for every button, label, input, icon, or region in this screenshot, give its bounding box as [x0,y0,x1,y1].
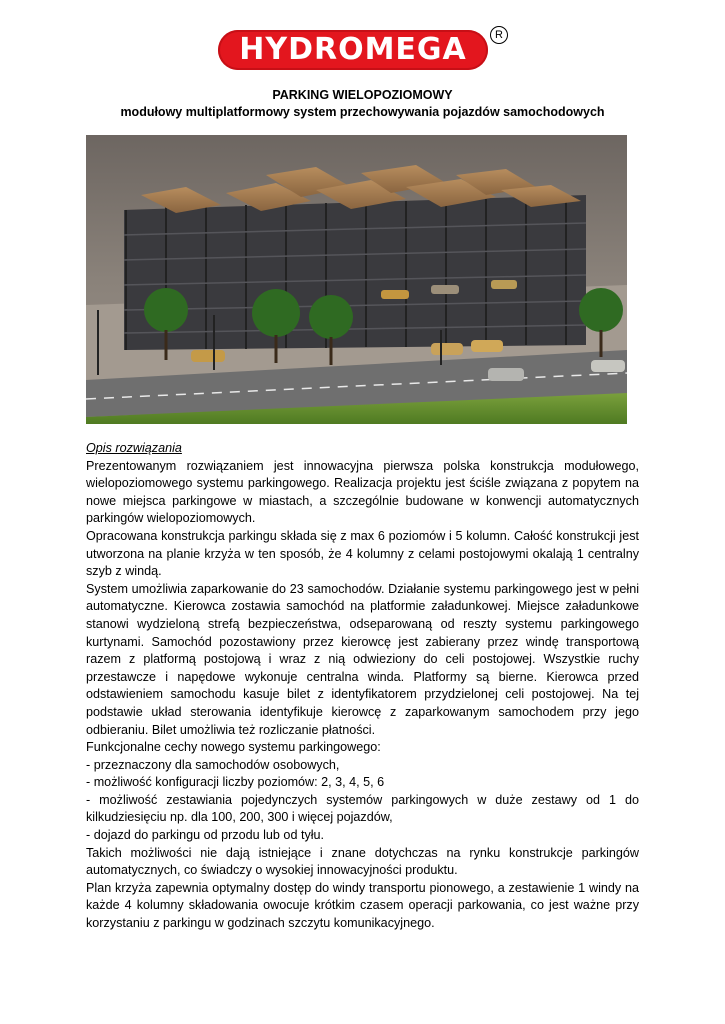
paragraph: Prezentowanym rozwiązaniem jest innowacyjna pierwsza polska konstrukcja modułowego, wielopoziomowego systemu parkingowego. Realizacja projektu jest ściśle związana z popytem na nowe miejsca parkingowe w miastach, a szczególnie budowane w konwencji automatycznych parkingów wielopoziomowych. [86,458,639,526]
list-item: - możliwość konfiguracji liczby poziomów: 2, 3, 4, 5, 6 [86,775,385,790]
logo-pill [218,30,488,70]
page-title: PARKING WIELOPOZIOMOWY [272,88,453,102]
paragraph: Plan krzyża zapewnia optymalny dostęp do windy transportu pionowego, a zestawienie 1 windy na każde 4 kolumny składowania owocuje krótkim czasem operacji parkowania, co jest ważne przy korzystaniu z parkingu w godzinach szczytu komunikacyjnego. [86,880,639,931]
paragraph: Opracowana konstrukcja parkingu składa się z max 6 poziomów i 5 kolumn. Całość konstrukcji jest utworzona na planie krzyża w ten sposób, że 4 kolumny z celami postojowymi okalają 1 centralny szyb z windą. [86,528,639,579]
parking-building-render-icon [86,135,627,424]
paragraph: Funkcjonalne cechy nowego systemu parkingowego: [86,740,381,755]
list-item: - dojazd do parkingu od przodu lub od tyłu. [86,828,325,843]
page-subtitle: modułowy multiplatformowy system przechowywania pojazdów samochodowych [120,105,605,119]
list-item: - przeznaczony dla samochodów osobowych, [86,757,340,772]
logo-text: HYDROMEGA [239,32,467,67]
brand-logo [218,30,508,70]
list-item: - możliwość zestawiania pojedynczych systemów parkingowych w duże zestawy od 1 do kilkudziesięciu np. dla 100, 200, 300 i więcej pojazdów, [86,792,639,825]
parking-building-image [86,135,627,424]
paragraph: System umożliwia zaparkowanie do 23 samochodów. Działanie systemu parkingowego jest w pełni automatyczne. Kierowca zostawia samochód na platformie załadunkowej. Miejsce załadunkowe stanowi wydzieloną strefą bezpieczeństwa, odseparowaną od reszty systemu parkingowego kurtynami. Samochód pozostawiony przez kierowcę jest zabierany przez windę transportową razem z platformą postojową i wraz z nią odwieziony do celi postojowej. Wszystkie ruchy przestawcze i napędowe wykonuje centralna winda. Platformy są bierne. Kierowca przed odstawieniem samochodu kasuje bilet z identyfikatorem przydzielonej celi postojowej. Na tej podstawie układ sterowania identyfikuje kierowcę z zaparkowanym samochodem przy jego odbieraniu. Bilet umożliwia też rozliczanie płatności. [86,581,639,737]
section-title: Opis rozwiązania [86,441,182,455]
description-section [86,440,639,933]
registered-mark-icon: R [490,26,508,44]
paragraph: Takich możliwości nie dają istniejące i znane dotychczas na rynku konstrukcje parkingów automatycznych, co świadczy o wysokiej innowacyjności produktu. [86,845,639,878]
